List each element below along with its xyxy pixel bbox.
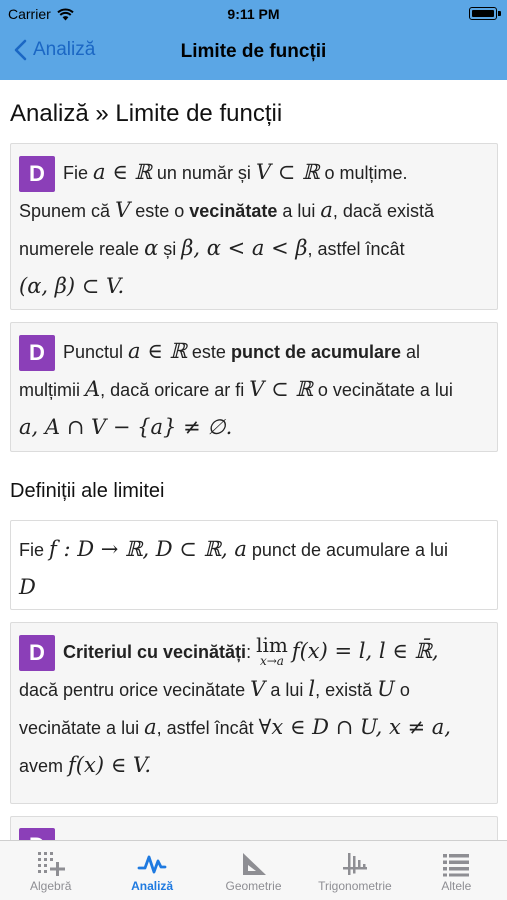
limit-operator: lim x→a: [256, 633, 288, 669]
battery-icon: [469, 7, 497, 20]
page-title: Limite de funcții: [180, 41, 327, 62]
breadcrumb: Analiză » Limite de funcții: [10, 100, 283, 127]
tab-trigonometry[interactable]: Trigonometrie: [304, 841, 405, 900]
carrier-label: Carrier: [8, 6, 51, 22]
list-icon: [438, 849, 474, 879]
tab-other[interactable]: Altele: [406, 841, 507, 900]
algebra-icon: [33, 849, 69, 879]
tab-algebra[interactable]: Algebră: [0, 841, 101, 900]
status-bar: [0, 0, 507, 28]
navigation-header: [0, 0, 507, 80]
tab-analysis[interactable]: Analiză: [101, 841, 202, 900]
limit-context-card: Fie f : D → ℝ, D ⊂ ℝ, a punct de acumulare a lui D: [10, 520, 498, 610]
nav-bar: [0, 28, 507, 80]
content-scroll[interactable]: [0, 80, 507, 840]
definition-card-neighborhood: D Fie a ∈ ℝ un număr și V ⊂ ℝ o mulțime. Spunem că V este o vecinătate a lui a, dacă există numerele reale α și β, α < a < β, astfel încât (α, β) ⊂ V.: [10, 143, 498, 310]
back-label: Analiză: [33, 39, 96, 60]
section-title: Definiții ale limitei: [10, 480, 165, 502]
definition-badge: D: [19, 635, 55, 671]
trigonometry-icon: [337, 849, 373, 879]
definition-badge: D: [19, 335, 55, 371]
definition-card-neighborhood-criterion: D Criteriul cu vecinătăți: lim x→a f(x) = l, l ∈ ℝ̄, dacă pentru orice vecinătate V a lui l, există U o vecinătate a lui a, astfel încât ∀x ∈ D ∩ U, x ≠ a, avem f(x) ∈ V.: [10, 622, 498, 804]
definition-card-accumulation-point: D Punctul a ∈ ℝ este punct de acumulare al mulțimii A, dacă oricare ar fi V ⊂ ℝ o vecinătate a lui a, A ∩ V − {a} ≠ ∅.: [10, 322, 498, 452]
analysis-icon: [134, 849, 170, 879]
definition-badge: D: [19, 156, 55, 192]
tab-bar: [0, 840, 507, 900]
tab-geometry[interactable]: Geometrie: [203, 841, 304, 900]
geometry-icon: [236, 849, 272, 879]
status-time: 9:11 PM: [227, 6, 280, 22]
